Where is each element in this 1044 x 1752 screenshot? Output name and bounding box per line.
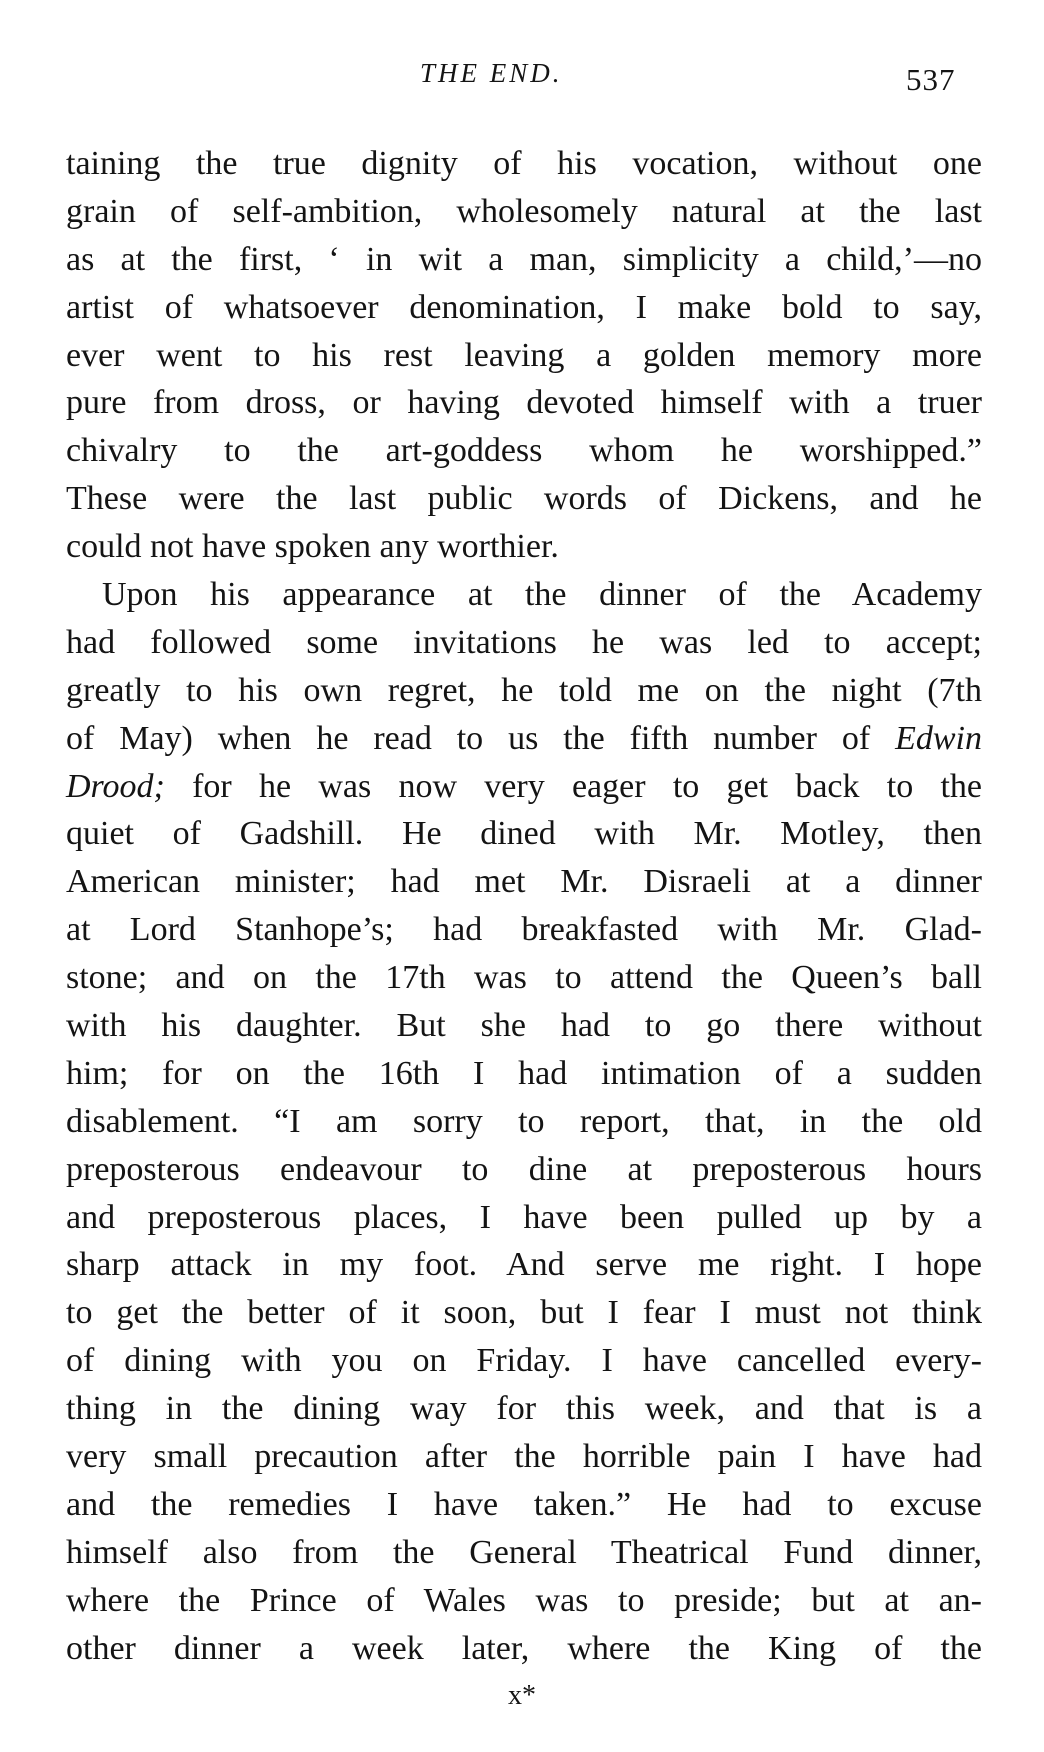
text-line: himself also from the General Theatrical Fund dinner, [66,1533,982,1571]
text-line: at Lord Stanhope’s; had breakfasted with Mr. Glad- [66,911,982,949]
text-line: with his daughter. But she had to go there without [66,1007,982,1045]
text-line: grain of self-ambition, wholesomely natural at the last [66,192,982,230]
text-line: taining the true dignity of his vocation, without one [66,145,982,182]
body-text [66,140,982,1673]
text-line: quiet of Gadshill. He dined with Mr. Motley, then [66,815,982,853]
text-line: had followed some invitations he was led to accept; [66,623,982,661]
text-line: artist of whatsoever denomination, I make bold to say, [66,288,982,326]
text-line: ever went to his rest leaving a golden memory more [66,336,982,374]
page-number: 537 [906,62,956,97]
text-line: as at the first, ‘ in wit a man, simplicity a child,’—no [66,240,982,278]
text-line: thing in the dining way for this week, and that is a [66,1390,982,1428]
text-line: very small precaution after the horrible pain I have had [66,1438,982,1476]
text-line: American minister; had met Mr. Disraeli at a dinner [66,863,982,901]
text-line: preposterous endeavour to dine at preposterous hours [66,1150,982,1188]
text-line: Upon his appearance at the dinner of the Academy [102,576,982,614]
text-line: could not have spoken any worthier. [66,528,559,566]
text-line: sharp attack in my foot. And serve me right. I hope [66,1246,982,1284]
book-title-italic: Edwin [895,719,982,757]
text-line: pure from dross, or having devoted himself with a truer [66,384,982,422]
running-head [0,56,1044,96]
running-title: THE END. [420,58,563,88]
text-line: These were the last public words of Dickens, and he [66,480,982,518]
text-line: Drood; for he was now very eager to get back to the [66,767,982,805]
text-line: greatly to his own regret, he told me on the night (7th [66,671,982,709]
text-line: and the remedies I have taken.” He had to excuse [66,1485,982,1523]
text-line: and preposterous places, I have been pulled up by a [66,1198,982,1236]
text-line: where the Prince of Wales was to preside; but at an- [66,1581,982,1619]
text-line: chivalry to the art-goddess whom he worshipped.” [66,432,982,470]
text-line: of May) when he read to us the fifth number of Edwin [66,719,982,757]
text-line: to get the better of it soon, but I fear I must not think [66,1294,982,1332]
text-line: of dining with you on Friday. I have cancelled every- [66,1342,982,1380]
book-title-italic: Drood; [66,767,165,805]
text-line: him; for on the 16th I had intimation of a sudden [66,1054,982,1092]
text-line: other dinner a week later, where the King of the [66,1629,982,1667]
signature-mark: x* [508,1680,536,1711]
text-line: stone; and on the 17th was to attend the Queen’s ball [66,959,982,997]
text-line: disablement. “I am sorry to report, that, in the old [66,1102,982,1140]
